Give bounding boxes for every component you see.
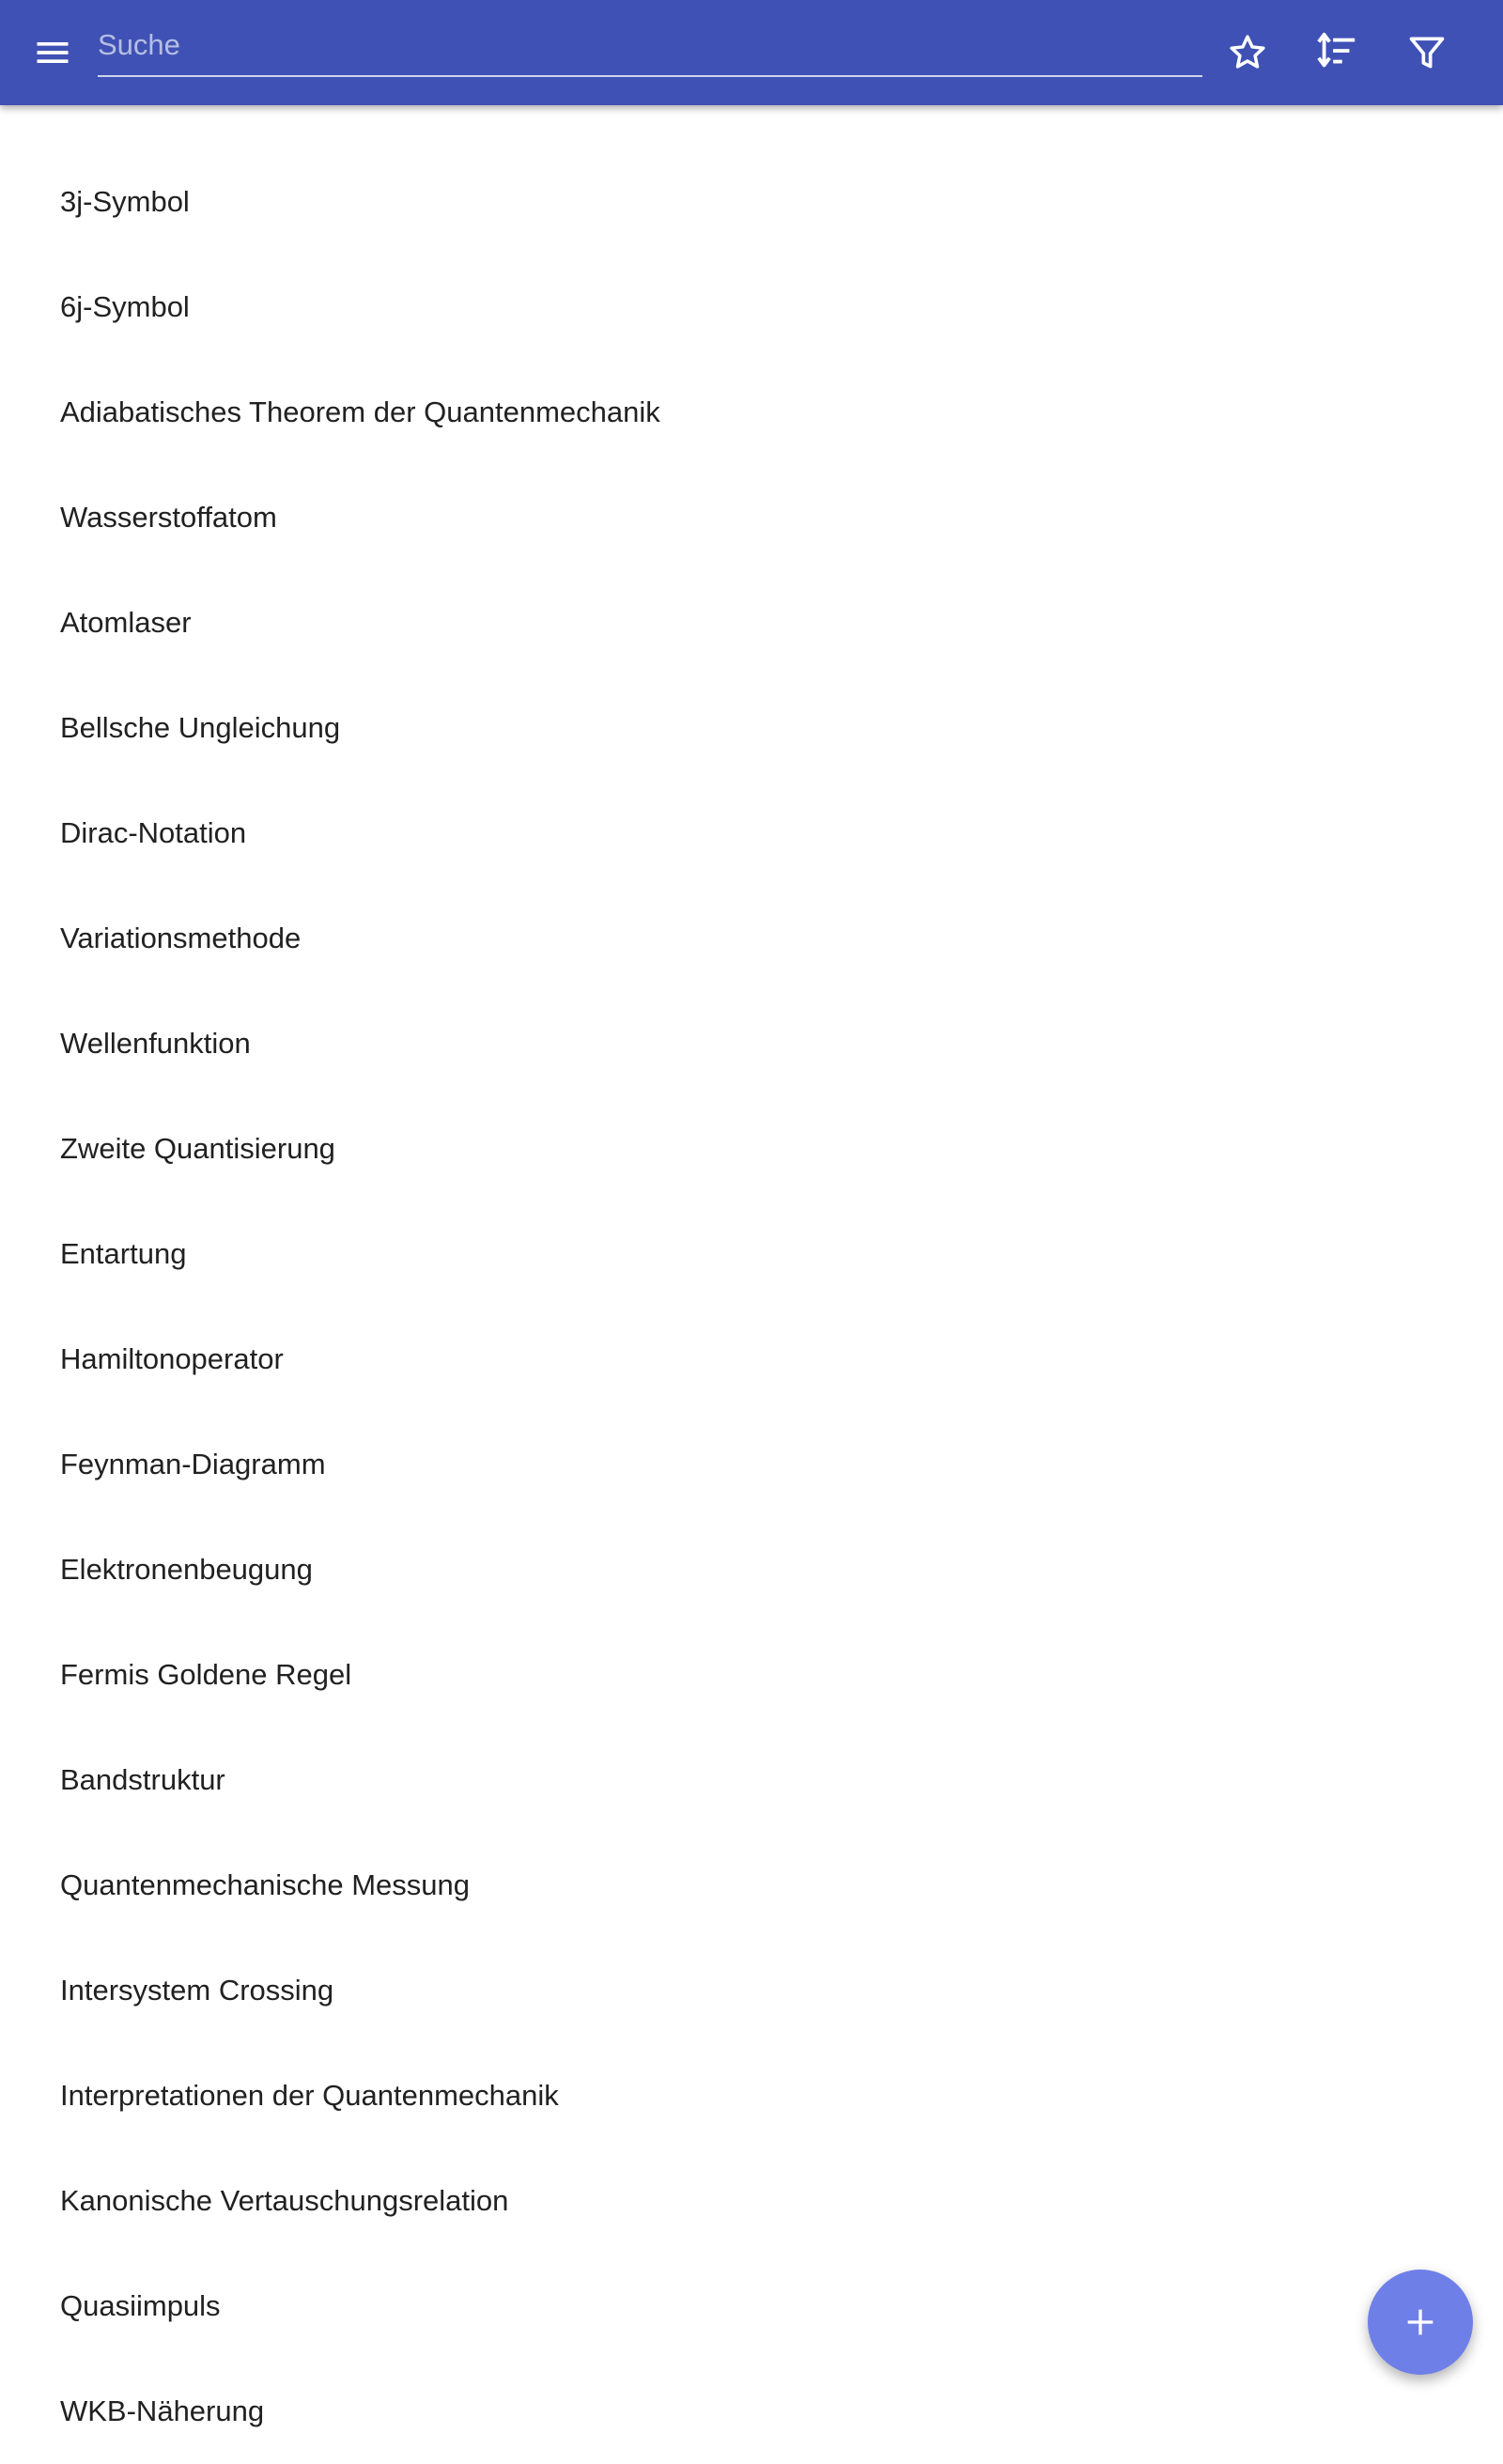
list-item-label: Wellenfunktion xyxy=(60,1027,251,1060)
list-item[interactable] xyxy=(0,360,1503,465)
list-item[interactable] xyxy=(0,1096,1503,1201)
list-item-label: Zweite Quantisierung xyxy=(60,1132,335,1165)
list-item[interactable] xyxy=(0,886,1503,991)
plus-icon xyxy=(1402,2303,1439,2341)
list-item-label: Variationsmethode xyxy=(60,922,302,954)
list-item-label: Bellsche Ungleichung xyxy=(60,711,341,744)
favorites-button[interactable] xyxy=(1210,15,1285,90)
list-item[interactable] xyxy=(0,2148,1503,2254)
list-item[interactable] xyxy=(0,1622,1503,1728)
list-item[interactable] xyxy=(0,1412,1503,1517)
list-item-label: Dirac-Notation xyxy=(60,816,247,849)
list-item-label: Interpretationen der Quantenmechanik xyxy=(60,2079,559,2112)
add-button[interactable] xyxy=(1368,2270,1473,2375)
star-outline-icon xyxy=(1227,32,1268,73)
list-item-label: Quasiimpuls xyxy=(60,2289,221,2322)
filter-icon xyxy=(1406,32,1448,73)
list-item[interactable] xyxy=(0,1201,1503,1307)
list-item-label: Atomlaser xyxy=(60,606,192,639)
list-item[interactable] xyxy=(0,991,1503,1096)
list-item-label: Kanonische Vertauschungsrelation xyxy=(60,2184,509,2217)
list-item-label: 6j-Symbol xyxy=(60,290,190,323)
sort-icon xyxy=(1315,31,1358,74)
list-item[interactable] xyxy=(0,465,1503,570)
app-bar xyxy=(0,0,1503,105)
list-item-label: Fermis Goldene Regel xyxy=(60,1658,352,1691)
list-item[interactable] xyxy=(0,1938,1503,2043)
list-item-label: Quantenmechanische Messung xyxy=(60,1868,470,1901)
list-item[interactable] xyxy=(0,781,1503,886)
list-item[interactable] xyxy=(0,2254,1503,2359)
filter-button[interactable] xyxy=(1389,15,1464,90)
list-item[interactable] xyxy=(0,1307,1503,1412)
list-item[interactable] xyxy=(0,1728,1503,1833)
list-item-label: Entartung xyxy=(60,1237,187,1270)
list-item[interactable] xyxy=(0,2359,1503,2464)
menu-icon xyxy=(32,32,73,73)
search-input[interactable] xyxy=(98,19,1202,71)
list-item-label: Hamiltonoperator xyxy=(60,1342,284,1375)
list-item[interactable] xyxy=(0,570,1503,675)
list-item[interactable] xyxy=(0,149,1503,255)
search-field xyxy=(98,19,1202,77)
list-item-label: 3j-Symbol xyxy=(60,185,190,218)
list-item-label: Bandstruktur xyxy=(60,1763,225,1796)
list-item[interactable] xyxy=(0,2043,1503,2148)
list-item-label: Adiabatisches Theorem der Quantenmechanik xyxy=(60,395,660,428)
list-item-label: Elektronenbeugung xyxy=(60,1553,313,1586)
menu-button[interactable] xyxy=(19,15,86,90)
list-item[interactable] xyxy=(0,1517,1503,1622)
list-item[interactable] xyxy=(0,255,1503,360)
list-item-label: WKB-Näherung xyxy=(60,2394,265,2427)
sort-button[interactable] xyxy=(1299,15,1374,90)
list-item-label: Intersystem Crossing xyxy=(60,1974,334,2007)
list-item[interactable] xyxy=(0,675,1503,781)
list-item[interactable] xyxy=(0,1833,1503,1938)
list-item-label: Feynman-Diagramm xyxy=(60,1448,326,1480)
list-item-label: Wasserstoffatom xyxy=(60,501,277,534)
topic-list xyxy=(0,105,1503,2464)
